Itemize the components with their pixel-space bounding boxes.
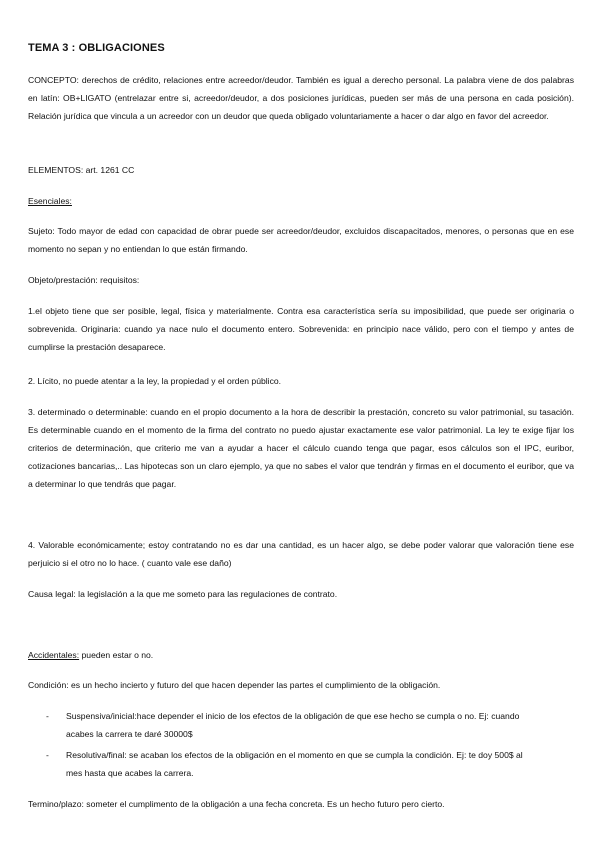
concepto-paragraph: CONCEPTO: derechos de crédito, relaciones entre acreedor/deudor. También es igual a derecho personal. La palabra viene de dos palabras en latín: OB+LIGATO (entrelazar entre si, acreedor/deudor, a dos posiciones jurídicas, pueden ser más de una persona en cada posición). Relación jurídica que vincula a un acreedor con un deudor que queda obligado voluntariamente a hacer o dar algo en favor del acreedor. [28,75,574,121]
bullet-resolutiva: Resolutiva/final: se acaban los efectos de la obligación en el momento en que se cumpla la condición. Ej: te doy 500$ al mes hasta que acabes la carrera. [66,750,523,778]
elementos-line: ELEMENTOS: art. 1261 CC [28,165,135,175]
accidentales-line [28,646,574,664]
bullet-suspensiva: Suspensiva/inicial:hace depender el inicio de los efectos de la obligación de que ese hecho se cumpla o no. Ej: cuando acabes la carrera te daré 30000$ [66,711,520,739]
document-title: TEMA 3 : OBLIGACIONES [28,42,165,54]
condicion-paragraph: Condición: es un hecho incierto y futuro del que hacen depender las partes el cumplimiento de la obligación. [28,680,441,690]
accidentales-heading: Accidentales: [28,650,80,660]
termino-paragraph: Termino/plazo: someter el cumplimento de la obligación a una fecha concreta. Es un hecho futuro pero cierto. [28,799,445,809]
requisito-4-paragraph: 4. Valorable económicamente; estoy contratando no es dar una cantidad, es un hacer algo, se debe poder valorar que valoración tiene ese perjuicio si el otro no lo hace. ( cuanto vale ese daño) [28,540,574,568]
sujeto-paragraph: Sujeto: Todo mayor de edad con capacidad de obrar puede ser acreedor/deudor, excluidos discapacitados, menores, o personas que en ese momento no sepan y no entiendan lo que están firmando. [28,226,574,254]
accidentales-text: pueden estar o no. [79,650,154,660]
requisito-3-paragraph: 3. determinado o determinable: cuando en el propio documento a la hora de describir la prestación, concreto su valor patrimonial, su tasación. Es determinable cuando en el momento de la firma del contrato no puedo ajustar exactamente ese valor patrimonial. La ley te exige fijar los criterios de determinación, que criterio me van a ayudar a hacer el cálculo cuando tenga que pagar, esos cálculos son el IPC, euribor, cotizaciones bancarias,.. Las hipotecas son un claro ejemplo, ya que no sabes el valor que tendrán y firmas en el documento el euribor, que va a determinar lo que tendrás que pagar. [28,407,574,489]
objeto-line: Objeto/prestación: requisitos: [28,275,140,285]
requisito-1-paragraph: 1.el objeto tiene que ser posible, legal, física y materialmente. Contra esa característica sería su imposibilidad, que puede ser originaria o sobrevenida. Originaria: cuando ya nace nulo el documento entero. Sobrevenida: en principio nace válido, pero con el tiempo y antes de cumplirse la prestación desaparece. [28,306,574,352]
causa-paragraph: Causa legal: la legislación a la que me someto para las regulaciones de contrato. [28,589,338,599]
esenciales-heading: Esenciales: [28,196,72,206]
requisito-2-paragraph: 2. Lícito, no puede atentar a la ley, la propiedad y el orden público. [28,376,282,386]
bullet-dash: - [46,750,49,760]
bullet-dash: - [46,711,49,721]
